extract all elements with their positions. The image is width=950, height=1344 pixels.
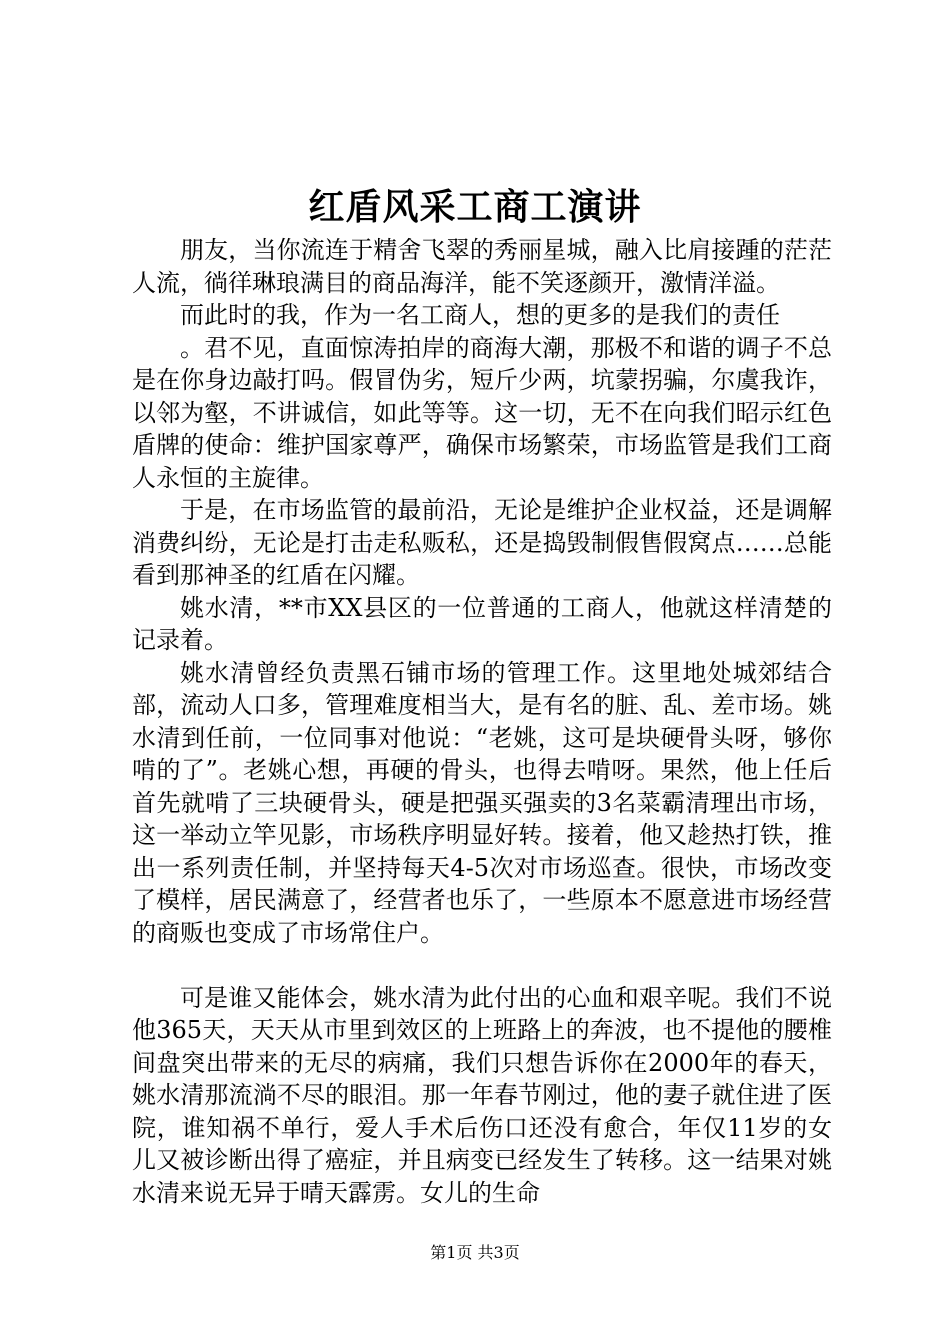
paragraph-3: 。君不见，直面惊涛拍岸的商海大潮，那极不和谐的调子不总是在你身边敲打吗。假冒伪劣，短斤少两，坑蒙拐骗，尔虞我诈，以邻为壑，不讲诚信，如此等等。这一切，无不在向我们昭示红色盾牌的使命：维护国家尊严，确保市场繁荣，市场监管是我们工商人永恒的主旋律。 [132, 333, 832, 492]
paragraph-1: 朋友，当你流连于精舍飞翠的秀丽星城，融入比肩接踵的茫茫人流，徜徉琳琅满目的商品海洋，能不笑逐颜开，激情洋溢。 [132, 236, 832, 297]
document-title: 红盾风采工商工演讲 [308, 186, 642, 228]
paragraph-6: 姚水清曾经负责黑石铺市场的管理工作。这里地处城郊结合部，流动人口多，管理难度相当大，是有名的脏、乱、差市场。姚水清到任前，一位同事对他说：“老姚，这可是块硬骨头呀，够你啃的了”。老姚心想，再硬的骨头，也得去啃呀。果然，他上任后首先就啃了三块硬骨头，硬是把强买强卖的3名菜霸清理出市场，这一举动立竿见影，市场秩序明显好转。接着，他又趁热打铁，推出一系列责任制，并坚持每天4-5次对市场巡查。很快，市场改变了模样，居民满意了，经营者也乐了，一些原本不愿意进市场经营的商贩也变成了市场常住户。 [132, 658, 832, 947]
paragraph-5: 姚水清，**市XX县区的一位普通的工商人，他就这样清楚的记录着。 [132, 593, 832, 654]
paragraph-4: 于是，在市场监管的最前沿，无论是维护企业权益，还是调解消费纠纷，无论是打击走私贩私，还是捣毁制假售假窝点……总能看到那神圣的红盾在闪耀。 [132, 496, 832, 589]
paragraph-gap [132, 949, 832, 982]
document-body [132, 234, 832, 1209]
paragraph-7: 可是谁又能体会，姚水清为此付出的心血和艰辛呢。我们不说他365天，天天从市里到效区的上班路上的奔波，也不提他的腰椎间盘突出带来的无尽的病痛，我们只想告诉你在2000年的春天，姚水清那流淌不尽的眼泪。那一年春节刚过，他的妻子就住进了医院，谁知祸不单行，爱人手术后伤口还没有愈合，年仅11岁的女儿又被诊断出得了癌症，并且病变已经发生了转移。这一结果对姚水清来说无异于晴天霹雳。女儿的生命 [132, 983, 832, 1207]
page-number-footer: 第1页 共3页 [430, 1243, 520, 1262]
paragraph-2: 而此时的我，作为一名工商人，想的更多的是我们的责任 [180, 301, 780, 329]
